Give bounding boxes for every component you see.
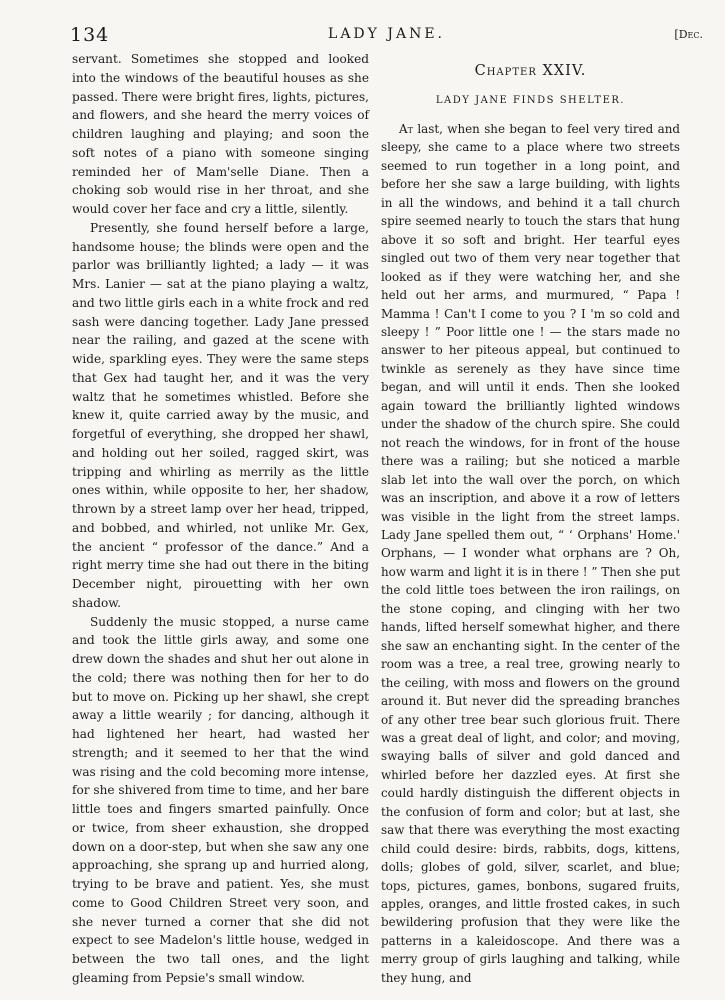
right-column [381,50,680,987]
paragraph: Presently, she found herself before a large, handsome house; the blinds were open and the parlor was brilliantly lighted; a lady — it was Mrs. Lanier — sat at the piano playing a waltz, and two little girls each in a white frock and red sash were dancing together. Lady Jane pressed near the railing, and gazed at the scene with wide, sparkling eyes. They were the same steps that Gex had taught her, and it was the very waltz that he sometimes whistled. Before she knew it, quite carried away by the music, and forgetful of everything, she dropped her shawl, and holding out her soiled, ragged skirt, was tripping and whirling as merrily as the little ones within, while opposite to her, her shadow, thrown by a street lamp over her head, tripped, and bobbed, and whirled, not unlike Mr. Gex, the ancient “ professor of the dance.” And a right merry time she had out there in the biting December night, pirouetting with her own shadow. [72,220,369,610]
chapter-heading: Chapter XXIV. [474,63,587,79]
issue-month: [Dec. [674,28,703,41]
page-number: 134 [70,24,110,46]
paragraph-text: last, when she began to feel very tired and sleepy, she came to a place where two streets seemed to run together in a long point, and before her she saw a large building, with lights in all the windows, and behind it a tall church spire seemed nearly to touch the stars that hung above it so soft and bright. Her tearful eyes singled out two of them very near together that looked as if they were watching her, and she held out her arms, and murmured, “ Papa ! Mamma ! Can't I come to you ? I 'm so cold and sleepy ! ” Poor little one ! — the stars made no answer to her piteous appeal, but continued to twinkle as serenely as they have since time began, and will until it ends. Then she looked again toward the brilliantly lighted windows under the shadow of the church spire. She could not reach the windows, for in front of the house there was a railing; but she noticed a marble slab let into the wall over the porch, on which was an inscription, and above it a row of letters was visible in the light from the street lamps. Lady Jane spelled them out, “ ‘ Orphans' Home.' Orphans, — I wonder what orphans are ? Oh, how warm and light it is in there ! ” Then she put the cold little toes between the iron railings, on the stone coping, and clinging with her two hands, lifted herself somewhat higher, and there she saw an enchanting sight. In the center of the room was a tree, a real tree, growing nearly to the ceiling, with moss and flowers on the ground around it. But never did the spreading branches of any other tree bear such glorious fruit. There was a great deal of light, and color; and moving, swaying balls of silver and gold danced and whirled before her dazzled eyes. At first she could hardly distinguish the different objects in the confusion of form and color; but at last, she saw that there was everything the most exacting child could desire: birds, rabbits, dogs, kittens, dolls; globes of gold, silver, scarlet, and blue; tops, pictures, games, bonbons, sugared fruits, apples, oranges, and little frosted cakes, in such bewildering profusion that they were like the patterns in a kaleidoscope. And there was a merry group of girls laughing and talking, while they hung, and [381,122,680,985]
chapter-subtitle: LADY JANE FINDS SHELTER. [435,95,626,106]
opening-word: At [399,122,413,136]
running-title: LADY JANE. [328,26,445,42]
left-column [72,50,369,988]
running-header [70,24,703,50]
paragraph [381,120,680,987]
paragraph: Suddenly the music stopped, a nurse came and took the little girls away, and some one drew down the shades and shut her out alone in the cold; there was nothing then for her to do but to move on. Picking up her shawl, she crept away a little wearily ; for dancing, although it had lightened her heart, had wasted her strength; and it seemed to her that the wind was rising and the cold becoming more intense, for she shivered from time to time, and her bare little toes and fingers smarted painfully. Once or twice, from sheer exhaustion, she dropped down on a door-step, but when she saw any one approaching, she sprang up and hurried along, trying to be brave and patient. Yes, she must come to Good Children Street very soon, and she never turned a corner that she did not expect to see Madelon's little house, wedged in between the two tall ones, and the light gleaming from Pepsie's small window. [72,614,369,985]
paragraph: servant. Sometimes she stopped and looked into the windows of the beautiful houses as she passed. There were bright fires, lights, pictures, and flowers, and she heard the merry voices of children laughing and playing; and soon the soft notes of a piano with someone singing reminded her of Mam'selle Diane. Then a choking sob would rise in her throat, and she would cover her face and cry a little, silently. [72,52,369,216]
